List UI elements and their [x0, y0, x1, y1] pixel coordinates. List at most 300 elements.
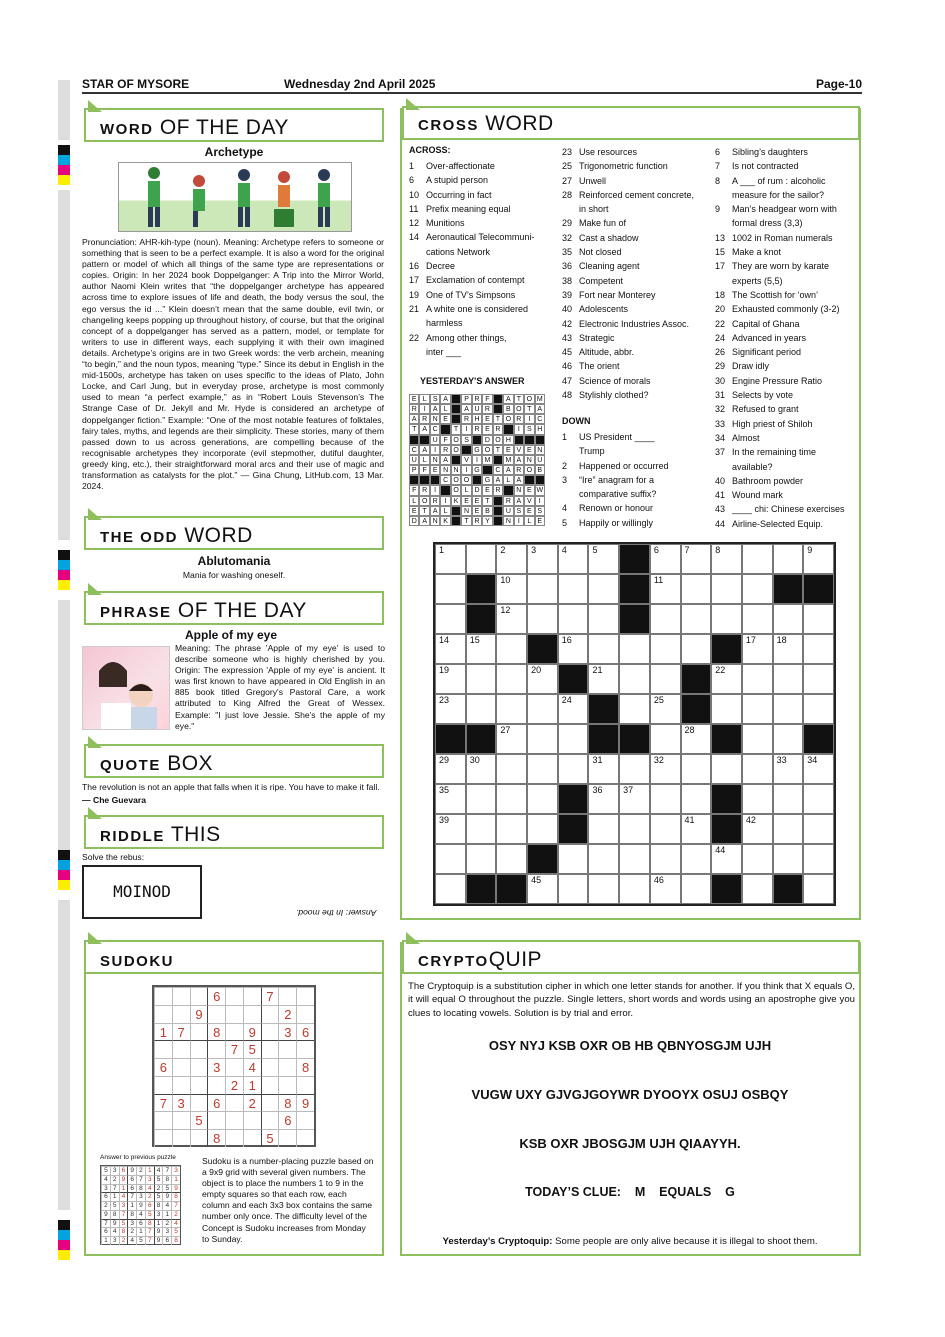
crossword-cell[interactable] — [435, 604, 466, 634]
crossword-cell[interactable] — [650, 844, 681, 874]
sudoku-cell[interactable] — [172, 1058, 190, 1076]
crossword-cell[interactable] — [496, 844, 527, 874]
crossword-cell[interactable] — [588, 634, 619, 664]
yesterday-cell: N — [430, 455, 440, 465]
crossword-cell[interactable] — [650, 724, 681, 754]
sudoku-cell[interactable] — [296, 1040, 314, 1058]
yesterday-cell — [514, 435, 524, 445]
clue: 45 Altitude, abbr. — [562, 347, 635, 358]
crossword-cell[interactable]: 16 — [558, 634, 589, 664]
sudoku-cell[interactable] — [225, 1111, 243, 1129]
sudoku-cell[interactable]: 9 — [243, 1023, 261, 1041]
sudoku-cell[interactable] — [172, 1129, 190, 1147]
sudoku-cell: 5 — [119, 1219, 128, 1228]
crossword-cell[interactable] — [619, 754, 650, 784]
crossword-cell[interactable] — [681, 574, 712, 604]
crossword-cell[interactable] — [681, 784, 712, 814]
crossword-cell[interactable]: 46 — [650, 874, 681, 904]
sudoku-cell[interactable] — [261, 1094, 279, 1112]
crossword-cell[interactable] — [650, 604, 681, 634]
sudoku-cell[interactable] — [261, 1005, 279, 1023]
crossword-cell[interactable] — [496, 634, 527, 664]
crossword-cell[interactable]: 25 — [650, 694, 681, 724]
crossword-cell[interactable]: 34 — [803, 754, 834, 784]
crossword-cell[interactable] — [742, 694, 773, 724]
crossword-cell[interactable]: 8 — [711, 544, 742, 574]
crossword-cell[interactable]: 30 — [466, 754, 497, 784]
crossword-cell[interactable]: 41 — [681, 814, 712, 844]
sudoku-cell[interactable] — [225, 987, 243, 1005]
crossword-cell[interactable] — [773, 544, 804, 574]
clue: 10 Occurring in fact — [409, 189, 492, 200]
crossword-cell[interactable]: 6 — [650, 544, 681, 574]
crossword-cell[interactable] — [742, 574, 773, 604]
clue: 31 Selects by vote — [715, 390, 794, 401]
yesterday-cell: I — [430, 445, 440, 455]
crossword-cell[interactable] — [742, 874, 773, 904]
sudoku-cell[interactable] — [296, 987, 314, 1005]
crossword-cell[interactable]: 3 — [527, 544, 558, 574]
crossword-cell[interactable]: 31 — [588, 754, 619, 784]
crossword-cell[interactable]: 13 — [619, 604, 650, 634]
riddle-answer: Answer: In the mood. — [296, 908, 377, 918]
crossword-cell[interactable] — [773, 664, 804, 694]
crossword-cell[interactable] — [435, 874, 466, 904]
sudoku-cell[interactable]: 2 — [243, 1094, 261, 1112]
sudoku-cell[interactable] — [172, 1005, 190, 1023]
crossword-cell[interactable]: 39 — [435, 814, 466, 844]
clue: 29 Make fun of — [562, 218, 627, 229]
crossword-cell[interactable] — [742, 844, 773, 874]
yesterday-cell: R — [472, 424, 482, 434]
yesterday-cell: S — [461, 435, 471, 445]
sudoku-cell[interactable]: 7 — [172, 1023, 190, 1041]
sudoku-cell[interactable] — [207, 1005, 225, 1023]
crossword-cell[interactable] — [619, 724, 650, 754]
crossword-cell[interactable]: 14 — [435, 634, 466, 664]
crossword-cell[interactable] — [711, 874, 742, 904]
sudoku-cell[interactable] — [278, 1076, 296, 1094]
crossword-cell[interactable] — [742, 724, 773, 754]
crossword-cell[interactable]: 33 — [773, 754, 804, 784]
sudoku-cell[interactable] — [225, 1023, 243, 1041]
sudoku-cell[interactable] — [261, 1111, 279, 1129]
crossword-cell[interactable] — [681, 604, 712, 634]
crossword-cell[interactable] — [496, 694, 527, 724]
crossword-cell[interactable] — [742, 604, 773, 634]
crossword-cell[interactable] — [773, 844, 804, 874]
crossword-cell[interactable]: 40 — [558, 814, 589, 844]
crossword-cell[interactable] — [619, 874, 650, 904]
sudoku-cell[interactable] — [243, 987, 261, 1005]
sudoku-cell[interactable]: 5 — [190, 1111, 208, 1129]
yesterday-cell: T — [461, 516, 471, 526]
crossword-cell[interactable] — [466, 544, 497, 574]
sudoku-cell[interactable] — [172, 1111, 190, 1129]
crossword-cell[interactable] — [711, 694, 742, 724]
crossword-cell[interactable] — [527, 754, 558, 784]
yesterday-cell: O — [451, 435, 461, 445]
crossword-cell[interactable] — [435, 844, 466, 874]
crossword-cell[interactable] — [650, 634, 681, 664]
crossword-cell[interactable]: 20 — [527, 664, 558, 694]
sudoku-cell[interactable] — [278, 1040, 296, 1058]
sudoku-text: Sudoku is a number-placing puzzle based on a 9x9 grid with several given numbers. The object is to place the numbers 1 to 9 in the empty squares so that each row, each column and each 3x3 box contains the same number only once. The difficulty level of the Concept is Sudoku increases from Monday to Sunday. — [202, 1156, 374, 1244]
crossword-cell[interactable] — [558, 754, 589, 784]
crossword-cell[interactable] — [803, 574, 834, 604]
word-of-day-header: WORD OF THE DAY — [84, 108, 384, 142]
crossword-cell[interactable]: 2 — [496, 544, 527, 574]
sudoku-cell[interactable]: 3 — [278, 1023, 296, 1041]
crossword-cell[interactable] — [803, 664, 834, 694]
clue: 34 Almost — [715, 432, 760, 443]
clue: 24 Advanced in years — [715, 332, 807, 343]
page-number: Page-10 — [815, 77, 862, 91]
sudoku-cell[interactable]: 8 — [207, 1023, 225, 1041]
crossword-grid — [433, 542, 836, 906]
crossword-cell[interactable] — [558, 604, 589, 634]
crossword-cell[interactable]: 5 — [588, 544, 619, 574]
sudoku-cell[interactable] — [154, 1040, 172, 1058]
yesterday-cell: E — [409, 394, 419, 404]
crossword-cell[interactable]: 7 — [681, 544, 712, 574]
crossword-cell[interactable] — [773, 724, 804, 754]
crossword-cell[interactable] — [742, 544, 773, 574]
sudoku-cell[interactable]: 2 — [225, 1076, 243, 1094]
clue: cations Network — [426, 246, 491, 257]
sudoku-cell[interactable]: 7 — [261, 987, 279, 1005]
crossword-cell[interactable]: 37 — [619, 784, 650, 814]
sudoku-cell[interactable]: 5 — [243, 1040, 261, 1058]
sudoku-cell: 3 — [171, 1166, 180, 1175]
crossword-cell[interactable] — [619, 664, 650, 694]
crossword-cell[interactable]: 42 — [742, 814, 773, 844]
yesterday-answer-grid — [409, 394, 545, 526]
crossword-cell[interactable]: 36 — [588, 784, 619, 814]
crossword-cell[interactable]: 22 — [711, 664, 742, 694]
crossword-cell[interactable]: 21 — [588, 664, 619, 694]
odd-word-meaning: Mania for washing oneself. — [182, 570, 286, 580]
crossword-cell[interactable] — [466, 664, 497, 694]
sudoku-cell[interactable]: 2 — [278, 1005, 296, 1023]
sudoku-cell[interactable]: 3 — [207, 1058, 225, 1076]
sudoku-cell[interactable]: 1 — [243, 1076, 261, 1094]
sudoku-cell[interactable]: 9 — [296, 1094, 314, 1112]
sudoku-cell[interactable] — [190, 1076, 208, 1094]
crossword-cell[interactable] — [742, 784, 773, 814]
crossword-cell[interactable] — [711, 754, 742, 784]
crossword-cell[interactable] — [466, 574, 497, 604]
sudoku-cell[interactable]: 6 — [278, 1111, 296, 1129]
sudoku-cell[interactable]: 7 — [154, 1094, 172, 1112]
clue: 32 Refused to grant — [715, 404, 799, 415]
yesterday-cell: F — [482, 394, 492, 404]
sudoku-cell[interactable] — [207, 1076, 225, 1094]
sudoku-cell[interactable]: 5 — [261, 1129, 279, 1147]
yesterday-cell: K — [440, 516, 450, 526]
crossword-cell[interactable] — [711, 634, 742, 664]
sudoku-cell[interactable] — [243, 1129, 261, 1147]
crossword-cell[interactable] — [803, 604, 834, 634]
sudoku-cell: 7 — [127, 1192, 136, 1201]
crossword-cell[interactable] — [619, 574, 650, 604]
crossword-cell[interactable] — [558, 874, 589, 904]
crossword-cell[interactable] — [588, 874, 619, 904]
crossword-cell[interactable] — [803, 694, 834, 724]
issue-date: Wednesday 2nd April 2025 — [284, 77, 436, 91]
crossword-cell[interactable] — [619, 544, 650, 574]
sudoku-cell[interactable]: 6 — [207, 987, 225, 1005]
sudoku-cell[interactable] — [278, 1058, 296, 1076]
quote-header: QUOTE BOX — [84, 744, 384, 778]
sudoku-cell[interactable] — [261, 1023, 279, 1041]
sudoku-cell: 7 — [110, 1184, 119, 1193]
yesterday-cell — [493, 496, 503, 506]
crossword-cell[interactable] — [496, 814, 527, 844]
crossword-cell[interactable] — [466, 784, 497, 814]
sudoku-cell[interactable]: 4 — [243, 1058, 261, 1076]
sudoku-cell[interactable]: 6 — [154, 1058, 172, 1076]
crossword-cell[interactable] — [466, 604, 497, 634]
crossword-cell[interactable] — [558, 724, 589, 754]
crossword-cell[interactable]: 43 — [527, 844, 558, 874]
crossword-cell[interactable] — [588, 844, 619, 874]
yesterday-cell: N — [451, 465, 461, 475]
sudoku-cell[interactable] — [225, 1058, 243, 1076]
sudoku-cell[interactable] — [172, 1076, 190, 1094]
crossword-cell[interactable]: 38 — [711, 784, 742, 814]
clue: 30 Engine Pressure Ratio — [715, 375, 823, 386]
crossword-cell[interactable] — [773, 604, 804, 634]
sudoku-cell[interactable] — [296, 1005, 314, 1023]
sudoku-cell: 1 — [119, 1184, 128, 1193]
phrase-text: Meaning: The phrase 'Apple of my eye' is used to describe someone who is highly cherished by you. Origin: The expression 'Apple of my eye' is ancient. It was first known to have appeared in Old English in an 885 book titled Gregory's Pastoral Care, a work attributed to King Alfred the Great of Wessex. Example: "I just love Jessie. She's the apple of my eye." — [175, 643, 385, 731]
sudoku-cell[interactable] — [261, 1076, 279, 1094]
sudoku-cell[interactable] — [278, 987, 296, 1005]
sudoku-cell[interactable] — [225, 1094, 243, 1112]
sudoku-cell[interactable]: 3 — [172, 1094, 190, 1112]
clue: 22 Capital of Ghana — [715, 318, 800, 329]
sudoku-cell[interactable]: 6 — [296, 1023, 314, 1041]
crossword-cell[interactable] — [803, 784, 834, 814]
crossword-cell[interactable] — [558, 574, 589, 604]
sudoku-cell[interactable] — [190, 1058, 208, 1076]
yesterday-cell — [430, 475, 440, 485]
cryptoquip-line-2: VUGW UXY GJVGJGOYWR DYOOYX OSUJ OSBQY — [471, 1087, 789, 1102]
crossword-cell[interactable] — [742, 754, 773, 784]
sudoku-cell[interactable] — [296, 1076, 314, 1094]
yesterday-cell: S — [514, 506, 524, 516]
clue: 47 Science of morals — [562, 375, 651, 386]
crossword-cell[interactable] — [527, 814, 558, 844]
sudoku-cell[interactable]: 7 — [225, 1040, 243, 1058]
sudoku-cell[interactable] — [172, 1040, 190, 1058]
crossword-cell[interactable] — [588, 574, 619, 604]
sudoku-cell: 3 — [127, 1219, 136, 1228]
crossword-cell[interactable] — [588, 814, 619, 844]
page-header — [82, 76, 862, 94]
sudoku-cell[interactable]: 6 — [207, 1094, 225, 1112]
yesterday-cell: R — [482, 404, 492, 414]
crossword-cell[interactable] — [803, 814, 834, 844]
crossword-cell[interactable]: 9 — [803, 544, 834, 574]
sudoku-cell[interactable] — [243, 1005, 261, 1023]
crossword-cell[interactable] — [681, 844, 712, 874]
sudoku-cell[interactable] — [190, 1129, 208, 1147]
sudoku-cell[interactable] — [154, 1005, 172, 1023]
sudoku-cell[interactable] — [261, 1040, 279, 1058]
sudoku-cell[interactable] — [243, 1111, 261, 1129]
crossword-cell[interactable]: 35 — [435, 784, 466, 814]
yesterday-cell: H — [535, 424, 545, 434]
phrase-header: PHRASE OF THE DAY — [84, 591, 384, 625]
crossword-cell[interactable] — [681, 664, 712, 694]
crossword-cell[interactable] — [773, 694, 804, 724]
yesterday-cell: B — [503, 404, 513, 414]
yesterday-cell: A — [440, 394, 450, 404]
sudoku-cell[interactable] — [225, 1005, 243, 1023]
crossword-cell[interactable]: 4 — [558, 544, 589, 574]
crossword-cell[interactable] — [496, 754, 527, 784]
crossword-cell[interactable]: 1 — [435, 544, 466, 574]
sudoku-cell[interactable]: 9 — [190, 1005, 208, 1023]
sudoku-cell[interactable]: 1 — [154, 1023, 172, 1041]
crossword-cell[interactable] — [588, 694, 619, 724]
crossword-cell[interactable] — [681, 634, 712, 664]
yesterday-cell: P — [461, 394, 471, 404]
crossword-cell[interactable] — [773, 814, 804, 844]
crossword-cell[interactable] — [619, 634, 650, 664]
sudoku-cell[interactable]: 8 — [278, 1094, 296, 1112]
sudoku-cell[interactable] — [190, 1023, 208, 1041]
crossword-cell[interactable] — [803, 844, 834, 874]
yesterday-cell: E — [461, 496, 471, 506]
crossword-cell[interactable] — [466, 814, 497, 844]
crossword-cell[interactable] — [466, 874, 497, 904]
crossword-cell[interactable]: 44 — [711, 844, 742, 874]
clue: 39 Fort near Monterey — [562, 289, 656, 300]
crossword-cell[interactable] — [466, 694, 497, 724]
crossword-cell[interactable]: 17 — [742, 634, 773, 664]
crossword-cell[interactable] — [803, 724, 834, 754]
sudoku-cell: 2 — [136, 1166, 145, 1175]
crossword-cell[interactable]: 32 — [650, 754, 681, 784]
sudoku-cell[interactable] — [154, 1129, 172, 1147]
yesterday-cell: A — [514, 496, 524, 506]
crossword-cell[interactable] — [496, 664, 527, 694]
crossword-cell[interactable] — [773, 784, 804, 814]
sudoku-cell[interactable] — [154, 1111, 172, 1129]
crossword-cell[interactable] — [588, 604, 619, 634]
sudoku-cell[interactable]: 8 — [207, 1129, 225, 1147]
cryptoquip-intro: The Cryptoquip is a substitution cipher in which one letter stands for another. If you think that X equals O, it will equal O throughout the puzzle. Single letters, short words and words using an apostrophe give you clues to locating vowels. Solution is by trial and error. — [408, 981, 855, 1019]
clue: 17 Exclamation of contempt — [409, 275, 525, 286]
crossword-cell[interactable] — [619, 694, 650, 724]
crossword-cell[interactable] — [619, 814, 650, 844]
crossword-cell[interactable] — [773, 574, 804, 604]
crossword-cell[interactable] — [435, 574, 466, 604]
crossword-cell[interactable] — [803, 874, 834, 904]
crossword-cell[interactable] — [588, 724, 619, 754]
crossword-cell[interactable]: 19 — [435, 664, 466, 694]
sudoku-cell[interactable] — [154, 1076, 172, 1094]
yesterday-cell: I — [535, 496, 545, 506]
crossword-cell[interactable] — [496, 874, 527, 904]
sudoku-cell: 3 — [145, 1175, 154, 1184]
crossword-cell[interactable] — [466, 724, 497, 754]
crossword-cell[interactable] — [650, 664, 681, 694]
clue: 21 A white one is considered — [409, 303, 529, 314]
sudoku-cell[interactable] — [207, 1111, 225, 1129]
crossword-cell[interactable] — [619, 844, 650, 874]
crossword-cell[interactable] — [803, 634, 834, 664]
crossword-cell[interactable] — [527, 574, 558, 604]
yesterday-cell: R — [461, 414, 471, 424]
color-bar-4 — [58, 1220, 70, 1260]
crossword-cell[interactable]: 27 — [496, 724, 527, 754]
sudoku-cell[interactable] — [207, 1040, 225, 1058]
crossword-cell[interactable] — [435, 724, 466, 754]
crossword-cell[interactable] — [711, 814, 742, 844]
crossword-cell[interactable] — [527, 634, 558, 664]
crossword-cell[interactable]: 15 — [466, 634, 497, 664]
crossword-cell[interactable] — [742, 664, 773, 694]
crossword-cell[interactable] — [466, 844, 497, 874]
sudoku-cell[interactable] — [172, 987, 190, 1005]
crossword-cell[interactable] — [496, 784, 527, 814]
crossword-cell[interactable]: 23 — [435, 694, 466, 724]
sudoku-cell[interactable] — [296, 1129, 314, 1147]
crossword-cell[interactable] — [711, 604, 742, 634]
sudoku-cell[interactable] — [190, 1040, 208, 1058]
crossword-cell[interactable] — [681, 874, 712, 904]
crossword-cell[interactable] — [558, 784, 589, 814]
crossword-cell[interactable] — [558, 844, 589, 874]
crossword-cell[interactable]: 29 — [435, 754, 466, 784]
crossword-cell[interactable] — [527, 784, 558, 814]
crossword-cell[interactable] — [711, 724, 742, 754]
crossword-cell[interactable]: 28 — [681, 724, 712, 754]
crossword-cell[interactable]: 12 — [496, 604, 527, 634]
crossword-cell[interactable]: 10 — [496, 574, 527, 604]
sudoku-cell[interactable] — [296, 1111, 314, 1129]
sudoku-cell: 2 — [110, 1175, 119, 1184]
crossword-cell[interactable]: 11 — [650, 574, 681, 604]
crossword-cell[interactable] — [527, 604, 558, 634]
sudoku-cell[interactable] — [225, 1129, 243, 1147]
crossword-cell[interactable] — [650, 814, 681, 844]
crossword-cell[interactable]: 18 — [773, 634, 804, 664]
sudoku-cell[interactable] — [190, 987, 208, 1005]
crossword-cell[interactable] — [773, 874, 804, 904]
sudoku-cell[interactable] — [154, 987, 172, 1005]
sudoku-cell[interactable]: 8 — [296, 1058, 314, 1076]
yesterday-cell: I — [461, 424, 471, 434]
crossword-cell[interactable] — [527, 694, 558, 724]
crossword-cell[interactable]: 24 — [558, 694, 589, 724]
crossword-cell[interactable]: 26 — [681, 694, 712, 724]
crossword-cell[interactable] — [650, 784, 681, 814]
sudoku-cell[interactable] — [278, 1129, 296, 1147]
crossword-cell[interactable] — [558, 664, 589, 694]
crossword-cell[interactable] — [711, 574, 742, 604]
sudoku-cell[interactable] — [190, 1094, 208, 1112]
sudoku-cell: 5 — [154, 1192, 163, 1201]
crossword-cell[interactable] — [681, 754, 712, 784]
sudoku-cell[interactable] — [261, 1058, 279, 1076]
crossword-cell[interactable] — [527, 724, 558, 754]
crossword-cell[interactable]: 45 — [527, 874, 558, 904]
